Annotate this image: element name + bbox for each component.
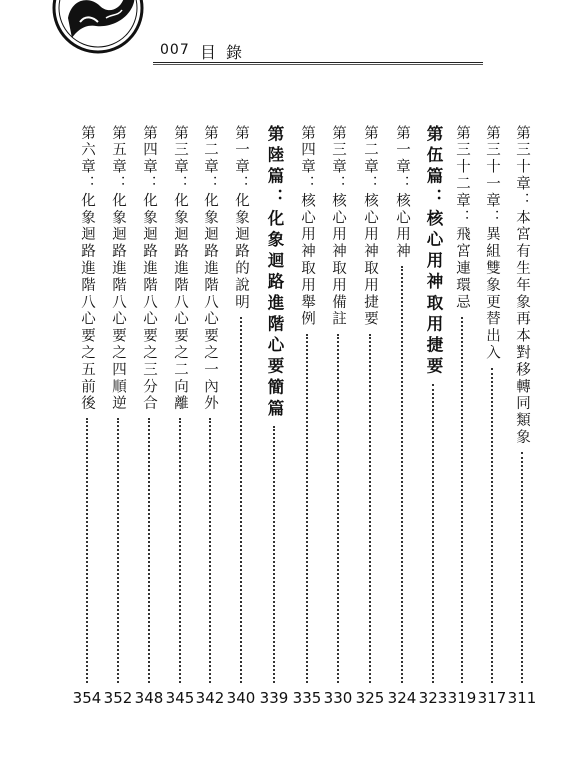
toc-entry [295, 125, 319, 715]
header-title: 目錄 [200, 43, 253, 62]
toc-entry-page: 317 [477, 689, 507, 707]
toc-entry-title: 第三十一章：異組雙象更替出入 [484, 125, 500, 362]
toc-entry-title: 第五章：化象迴路進階八心要之四順逆 [110, 125, 126, 413]
toc-entry [262, 125, 286, 715]
toc-entry-page: 319 [447, 689, 477, 707]
toc-entry [390, 125, 414, 715]
toc-entry-title: 第三章：化象迴路進階八心要之二向離 [172, 125, 188, 413]
toc-entry-title: 第三十二章：飛宮連環忌 [454, 125, 470, 311]
toc-entry-title: 第四章：核心用神取用舉例 [299, 125, 315, 328]
toc-entry-title: 第四章：化象迴路進階八心要之三分合 [141, 125, 157, 413]
toc-entry-title: 第三章：核心用神取用備註 [330, 125, 346, 328]
toc-entry-page: 311 [507, 689, 537, 707]
toc-leader-dots [117, 418, 119, 683]
toc-leader-dots [369, 334, 371, 683]
toc-leader-dots [306, 334, 308, 683]
toc-entry-page: 342 [195, 689, 225, 707]
toc-leader-dots [209, 418, 211, 683]
toc-entry [168, 125, 192, 715]
toc-entry-page: 339 [259, 689, 289, 707]
toc-leader-dots [273, 426, 275, 683]
toc-leader-dots [521, 452, 523, 683]
toc-leader-dots [240, 317, 242, 683]
toc-entry-page: 345 [165, 689, 195, 707]
toc-entry-page: 330 [323, 689, 353, 707]
toc-entry-title: 第二章：核心用神取用捷要 [362, 125, 378, 328]
toc-entry-page: 352 [103, 689, 133, 707]
toc-leader-dots [86, 418, 88, 683]
toc-entry [421, 125, 445, 715]
toc-entry [137, 125, 161, 715]
toc-leader-dots [461, 317, 463, 683]
toc-entry-page: 348 [134, 689, 164, 707]
toc-entry-page: 323 [418, 689, 448, 707]
toc-entry [75, 125, 99, 715]
toc-entry-title: 第陸篇：化象迴路進階心要簡篇 [265, 125, 284, 421]
toc-entry [450, 125, 474, 715]
header-page-number: 007 [160, 42, 190, 58]
toc-leader-dots [337, 334, 339, 683]
toc-leader-dots [148, 418, 150, 683]
toc-leader-dots [401, 266, 403, 683]
toc-entry [326, 125, 350, 715]
toc-entry [229, 125, 253, 715]
toc-entry [198, 125, 222, 715]
toc-entry [358, 125, 382, 715]
toc-entry-title: 第二章：化象迴路進階八心要之一內外 [202, 125, 218, 413]
toc-entry-title: 第伍篇：核心用神取用捷要 [424, 125, 443, 379]
toc-entry-page: 324 [387, 689, 417, 707]
toc-entry-page: 354 [72, 689, 102, 707]
toc-leader-dots [491, 368, 493, 683]
toc-entry-page: 325 [355, 689, 385, 707]
toc-entry-title: 第一章：核心用神 [394, 125, 410, 261]
toc-entry [510, 125, 534, 715]
toc-entry-title: 第一章：化象迴路的說明 [233, 125, 249, 311]
toc-leader-dots [179, 418, 181, 683]
toc-entry-page: 340 [226, 689, 256, 707]
toc-entry-title: 第六章：化象迴路進階八心要之五前後 [79, 125, 95, 413]
toc-leader-dots [432, 384, 434, 683]
toc-entry-title: 第三十章：本宮有生年象再本對移轉同類象 [514, 125, 530, 447]
toc-entry [480, 125, 504, 715]
toc-entry [106, 125, 130, 715]
toc-entry-page: 335 [292, 689, 322, 707]
